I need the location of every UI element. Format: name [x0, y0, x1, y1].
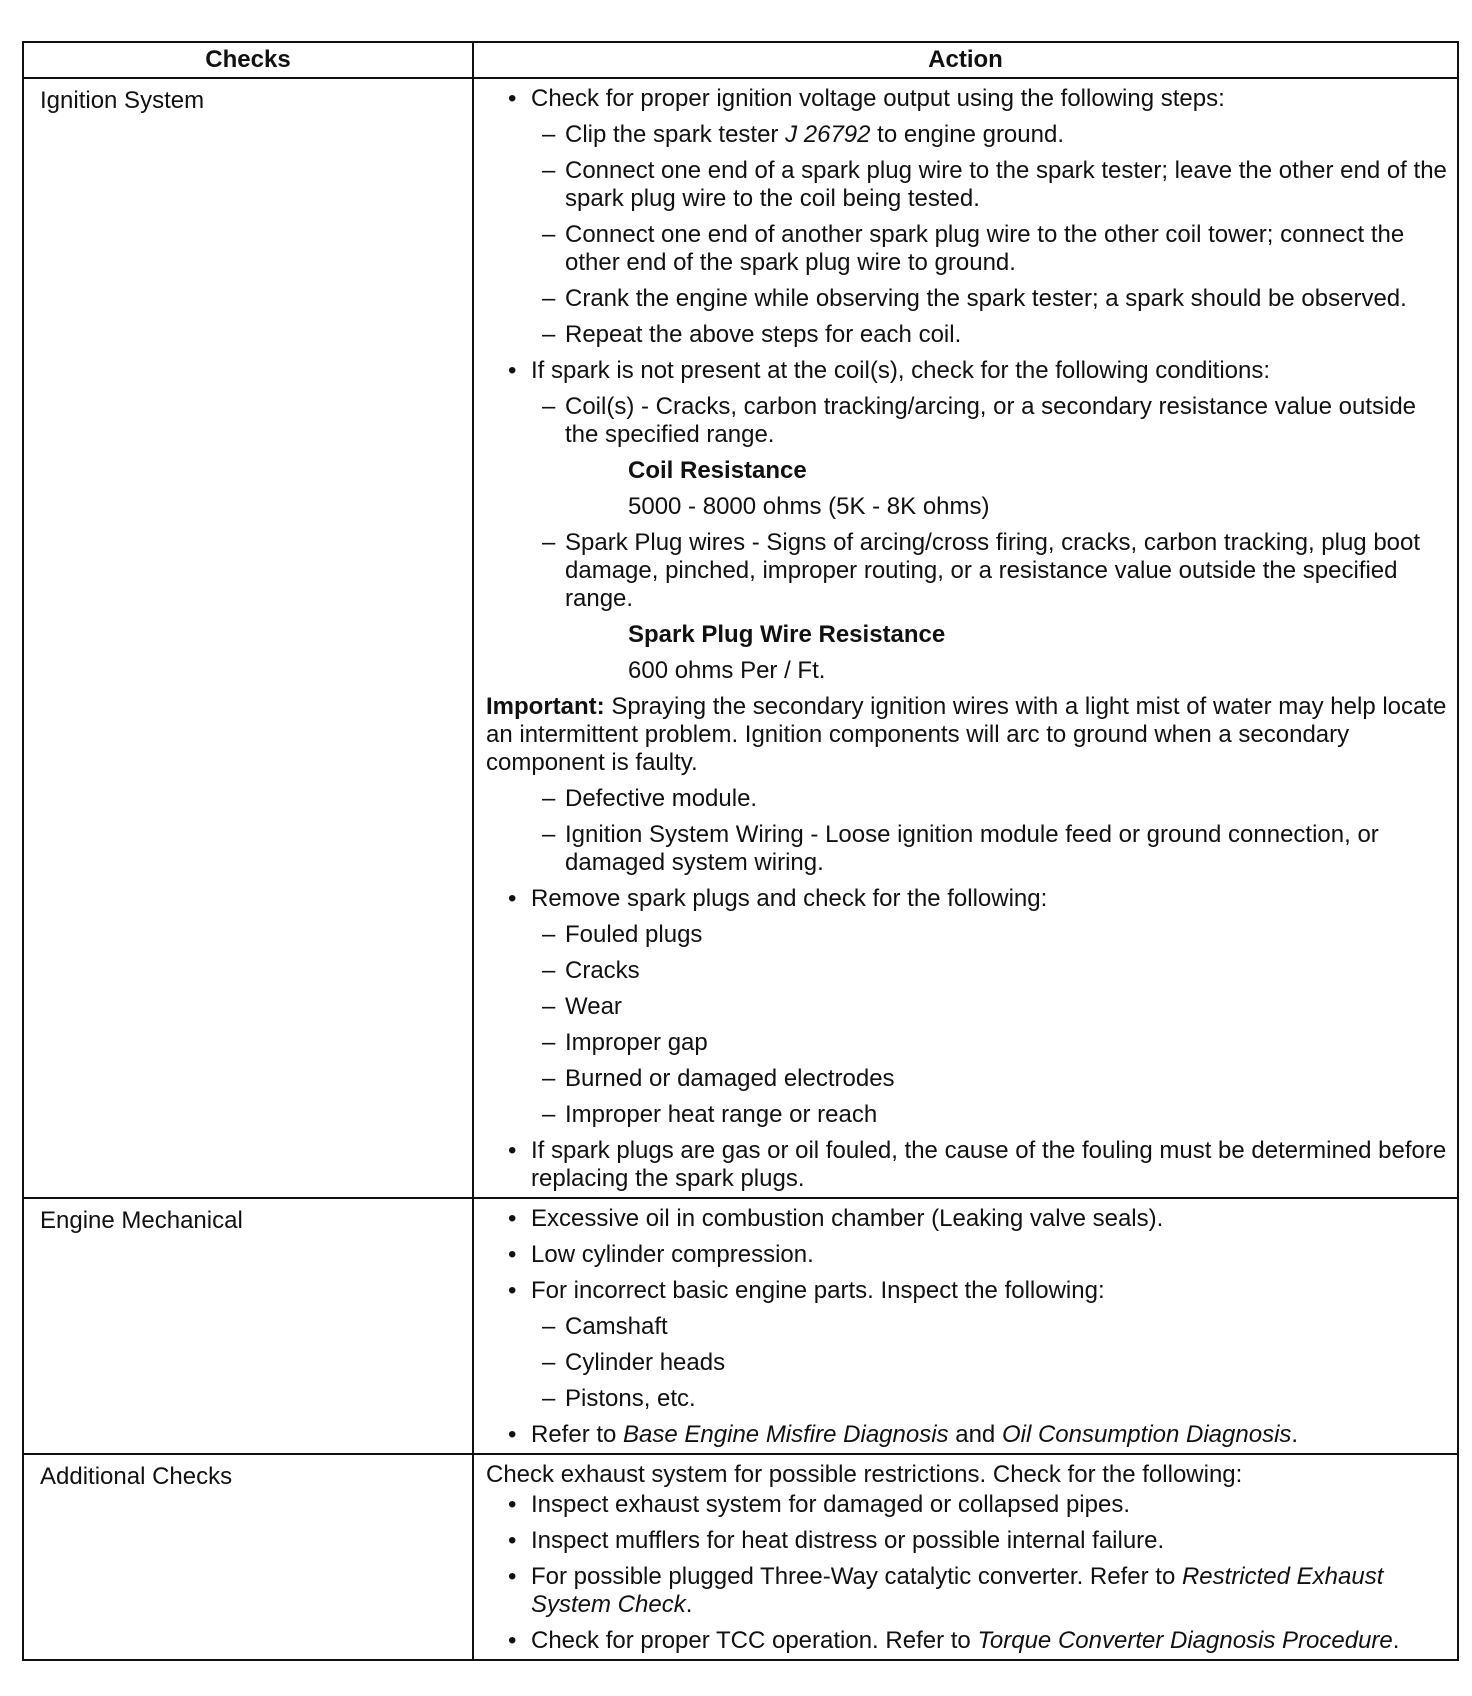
action-ignition-system: [473, 78, 1458, 1198]
dash-item: – Coil(s) - Cracks, carbon tracking/arcing, or a secondary resistance value outside the specified range.: [486, 393, 1447, 449]
dash-item: – Improper gap: [486, 1029, 1447, 1057]
row-ignition-system: [23, 78, 1458, 1198]
action-engine-mechanical: [473, 1198, 1458, 1454]
tool-reference: J 26792: [785, 121, 871, 148]
spec-heading-coil-resistance: Coil Resistance: [628, 457, 807, 484]
dash-item: – Pistons, etc.: [486, 1385, 1447, 1413]
bullet-item: • Low cylinder compression.: [486, 1241, 1447, 1269]
dash-item: – Crank the engine while observing the spark tester; a spark should be observed.: [486, 285, 1447, 313]
bullet-item: • If spark is not present at the coil(s), check for the following conditions:: [486, 357, 1447, 385]
dash-item: – Cracks: [486, 957, 1447, 985]
header-action: Action: [473, 42, 1458, 78]
dash-item: – Defective module.: [486, 785, 1447, 813]
dash-item: – Repeat the above steps for each coil.: [486, 321, 1447, 349]
check-additional-checks: Additional Checks: [23, 1454, 473, 1660]
bullet-item: • Remove spark plugs and check for the following:: [486, 885, 1447, 913]
doc-reference: Torque Converter Diagnosis Procedure: [977, 1627, 1393, 1654]
dash-item: – Fouled plugs: [486, 921, 1447, 949]
dash-item: – Connect one end of another spark plug wire to the other coil tower; connect the other end of the spark plug wire to ground.: [486, 221, 1447, 277]
intro-text: Check exhaust system for possible restrictions. Check for the following:: [486, 1461, 1243, 1488]
spec-heading-wire-resistance: Spark Plug Wire Resistance: [628, 621, 946, 648]
bullet-item: • For incorrect basic engine parts. Inspect the following:: [486, 1277, 1447, 1305]
diagnosis-table: [22, 41, 1459, 1661]
dash-item: – Ignition System Wiring - Loose ignition module feed or ground connection, or damaged system wiring.: [486, 821, 1447, 877]
header-checks: Checks: [23, 42, 473, 78]
doc-reference: Oil Consumption Diagnosis: [1001, 1421, 1292, 1448]
action-additional-checks: [473, 1454, 1458, 1660]
doc-reference: Restricted Exhaust System Check: [531, 1563, 1384, 1618]
important-label: Important:: [486, 693, 605, 720]
important-note: Important: Spraying the secondary ignition wires with a light mist of water may help locate an intermittent problem. Ignition components will arc to ground when a secondary component is faulty.: [486, 693, 1447, 776]
bullet-item: • If spark plugs are gas or oil fouled, the cause of the fouling must be determined before replacing the spark plugs.: [486, 1137, 1447, 1193]
row-additional-checks: [23, 1454, 1458, 1660]
dash-item: – Spark Plug wires - Signs of arcing/cross firing, cracks, carbon tracking, plug boot damage, pinched, improper routing, or a resistance value outside the specified range.: [486, 529, 1447, 613]
spec-value-wire-resistance: 600 ohms Per / Ft.: [628, 657, 826, 684]
bullet-item: • For possible plugged Three-Way catalytic converter. Refer to Restricted Exhaust System Check.: [486, 1563, 1447, 1619]
bullet-item: • Check for proper ignition voltage output using the following steps:: [486, 85, 1447, 113]
bullet-item: • Inspect exhaust system for damaged or collapsed pipes.: [486, 1491, 1447, 1519]
row-engine-mechanical: [23, 1198, 1458, 1454]
dash-item: – Wear: [486, 993, 1447, 1021]
bullet-item: • Check for proper TCC operation. Refer to Torque Converter Diagnosis Procedure.: [486, 1627, 1447, 1655]
dash-item: – Clip the spark tester J 26792 to engine ground.: [486, 121, 1447, 149]
dash-item: – Connect one end of a spark plug wire to the spark tester; leave the other end of the spark plug wire to the coil being tested.: [486, 157, 1447, 213]
check-ignition-system: Ignition System: [23, 78, 473, 1198]
doc-reference: Base Engine Misfire Diagnosis: [623, 1421, 949, 1448]
check-engine-mechanical: Engine Mechanical: [23, 1198, 473, 1454]
dash-item: – Camshaft: [486, 1313, 1447, 1341]
bullet-item: • Inspect mufflers for heat distress or possible internal failure.: [486, 1527, 1447, 1555]
bullet-item: • Refer to Base Engine Misfire Diagnosis and Oil Consumption Diagnosis.: [486, 1421, 1447, 1449]
dash-item: – Burned or damaged electrodes: [486, 1065, 1447, 1093]
header-row: [23, 42, 1458, 78]
dash-item: – Improper heat range or reach: [486, 1101, 1447, 1129]
dash-item: – Cylinder heads: [486, 1349, 1447, 1377]
bullet-item: • Excessive oil in combustion chamber (Leaking valve seals).: [486, 1205, 1447, 1233]
spec-value-coil-resistance: 5000 - 8000 ohms (5K - 8K ohms): [628, 493, 990, 520]
